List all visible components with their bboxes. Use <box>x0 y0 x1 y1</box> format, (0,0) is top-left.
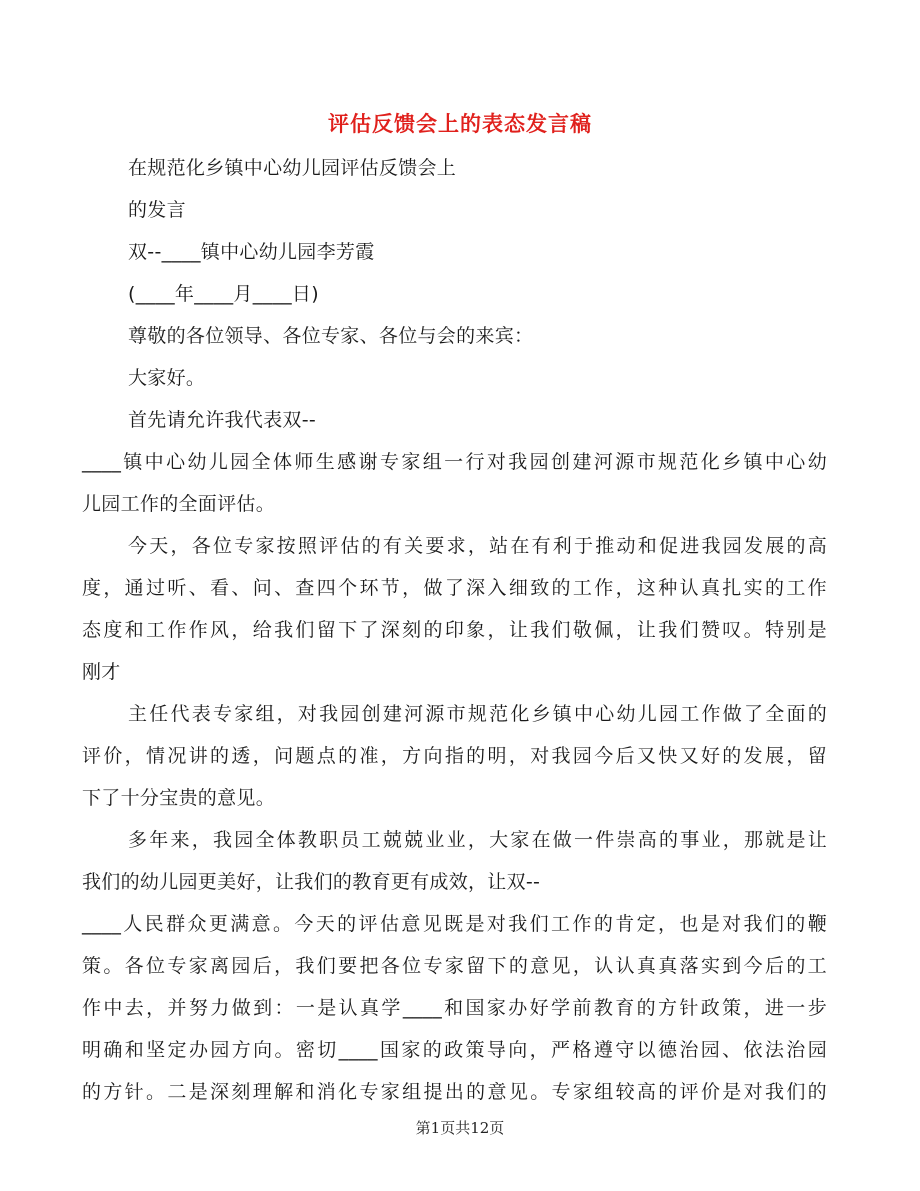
text-line: 大家好。 <box>128 367 206 389</box>
text-line: ____镇中心幼儿园全体师生感谢专家组一行对我园创建河源市规范化乡镇中心幼 <box>82 451 827 473</box>
text-line: 尊敬的各位领导、各位专家、各位与会的来宾： <box>128 325 534 347</box>
text-line: 度，通过听、看、问、查四个环节，做了深入细致的工作，这种认真扎实的工作 <box>82 577 827 599</box>
text-line: 刚才 <box>82 661 121 683</box>
text-line: 在规范化乡镇中心幼儿园评估反馈会上 <box>128 157 457 179</box>
page-indicator: 第1页共12页 <box>415 1119 505 1137</box>
text-line: ____人民群众更满意。今天的评估意见既是对我们工作的肯定，也是对我们的鞭 <box>82 913 827 935</box>
text-line: 的方针。二是深刻理解和消化专家组提出的意见。专家组较高的评价是对我们的 <box>82 1081 827 1103</box>
text-line: 的发言 <box>128 199 186 221</box>
text-line: 下了十分宝贵的意见。 <box>82 787 276 809</box>
text-line: 态度和工作作风，给我们留下了深刻的印象，让我们敬佩，让我们赞叹。特别是 <box>82 619 827 641</box>
text-line: 儿园工作的全面评估。 <box>82 493 276 515</box>
text-line: (____年____月____日) <box>128 283 319 305</box>
document-title: 评估反馈会上的表态发言稿 <box>328 111 592 136</box>
text-line: 首先请允许我代表双-- <box>128 409 317 431</box>
text-line: 多年来，我园全体教职员工兢兢业业，大家在做一件崇高的事业，那就是让 <box>128 829 827 851</box>
text-line: 我们的幼儿园更美好，让我们的教育更有成效，让双-- <box>82 871 541 893</box>
text-line: 评价，情况讲的透，问题点的准，方向指的明，对我园今后又快又好的发展，留 <box>82 745 827 767</box>
text-line: 今天，各位专家按照评估的有关要求，站在有利于推动和促进我园发展的高 <box>128 535 827 557</box>
text-line: 作中去，并努力做到：一是认真学____和国家办好学前教育的方针政策，进一步 <box>82 997 827 1019</box>
text-line: 主任代表专家组，对我园创建河源市规范化乡镇中心幼儿园工作做了全面的 <box>128 703 827 725</box>
text-line: 双--____镇中心幼儿园李芳霞 <box>128 241 375 263</box>
text-line: 明确和坚定办园方向。密切____国家的政策导向，严格遵守以德治园、依法治园 <box>82 1039 827 1061</box>
text-line: 策。各位专家离园后，我们要把各位专家留下的意见，认认真真落实到今后的工 <box>82 955 827 977</box>
